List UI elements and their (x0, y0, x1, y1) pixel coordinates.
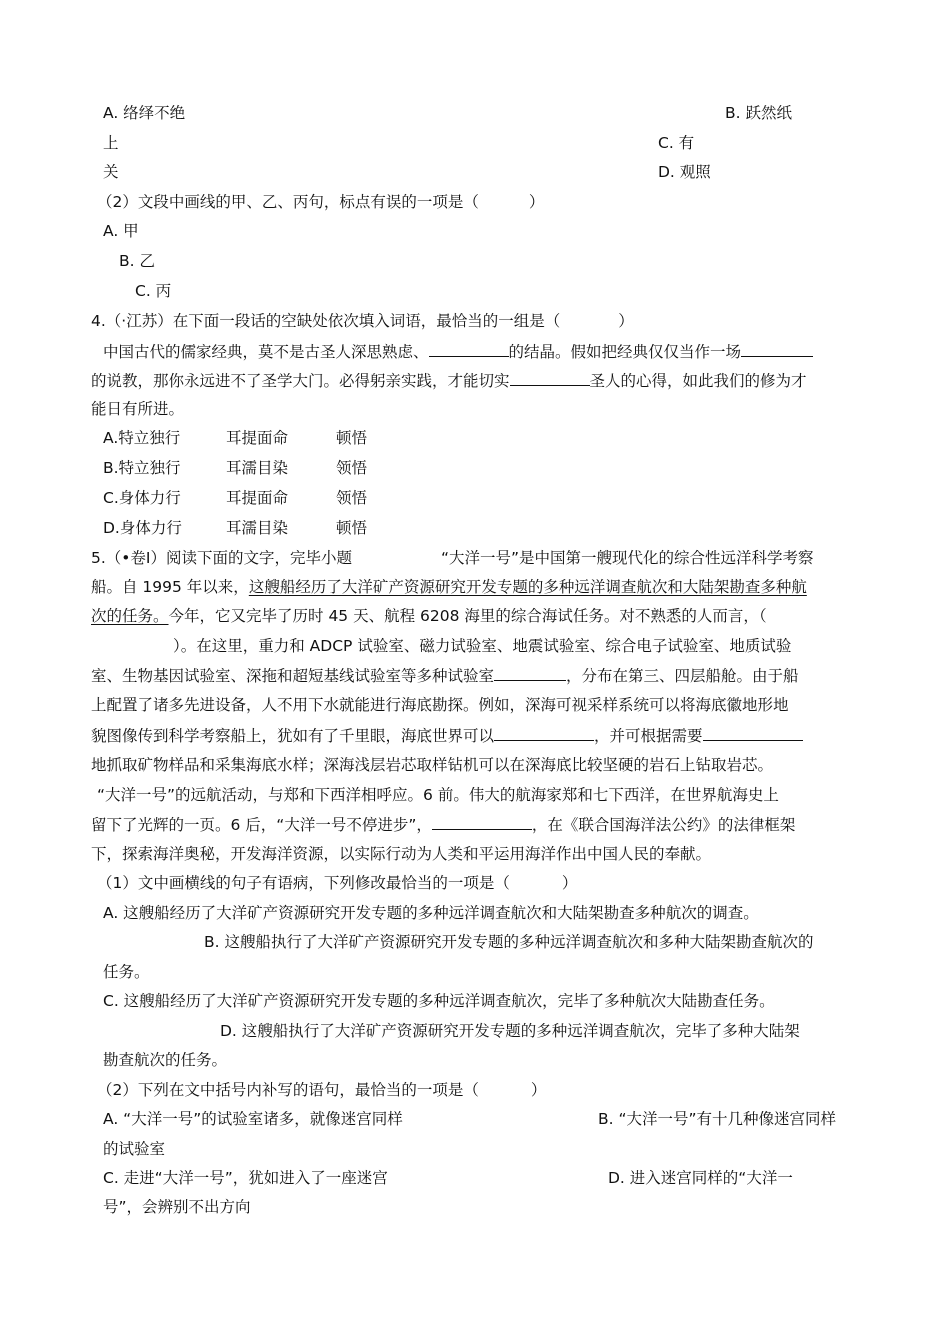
q5-line-9: “大洋一号”的远航活动，与郑和下西洋相呼应。6 前。伟大的航海家郑和七下西洋，在世界航海史上 (97, 786, 779, 804)
q5-1-option-d-continued: 勘查航次的任务。 (103, 1051, 228, 1069)
q3-1-option-b-continued: 上 (103, 134, 119, 152)
q5-2-stem-end: ） (530, 1081, 547, 1099)
q5-2-option-d[interactable]: D. 进入迷宫同样的“大洋一 (608, 1169, 793, 1187)
q3-1-option-a[interactable]: A. 络绎不绝 (103, 104, 186, 122)
q4-option-b[interactable] (103, 458, 367, 478)
q4-option-d-word2: 耳濡目染 (226, 519, 289, 537)
q3-1-option-c[interactable]: C. 有 (658, 134, 695, 152)
q4-option-b-word3: 领悟 (336, 459, 368, 477)
q5-l10-a: 留下了光辉的一页。6 后，“大洋一号不停进步”， (91, 816, 432, 834)
q4-option-a[interactable] (103, 428, 367, 448)
q5-underlined-sentence-1: 这艘船经历了大洋矿产资源研究开发专题的多种远洋调查航次和大陆架勘查多种航 (248, 578, 807, 596)
q4-stem (91, 311, 634, 331)
q5-line-5 (91, 665, 799, 686)
q5-1-option-d[interactable]: D. 这艘船执行了大洋矿产资源研究开发专题的多种远洋调查航次，完毕了多种大陆架 (220, 1022, 800, 1040)
q5-line-8: 地抓取矿物样品和采集海底水样；深海浅层岩芯取样钻机可以在深海底比较坚硬的岩石上钻取岩芯。 (91, 756, 774, 774)
q5-2-option-b[interactable]: B. “大洋一号”有十几种像迷宫同样 (598, 1110, 837, 1128)
q3-2-stem-end: ） (528, 193, 545, 211)
q5-line-1 (91, 548, 814, 568)
q4-p1-a: 中国古代的儒家经典，莫不是古圣人深思熟虑、 (103, 343, 429, 361)
q4-stem-text: 4.（·江苏）在下面一段话的空缺处依次填入词语，最恰当的一组是（ (91, 312, 561, 330)
q4-stem-end: ） (618, 312, 634, 330)
q3-2-option-b[interactable]: B. 乙 (119, 252, 155, 270)
q4-passage-line-2 (91, 370, 807, 391)
q3-2-stem (97, 192, 544, 212)
q4-option-b-word2: 耳濡目染 (226, 459, 289, 477)
q4-p2-a: 的说教，那你永远进不了圣学大门。必得躬亲实践，才能切实 (91, 372, 510, 390)
q3-2-stem-text: （2）文段中画线的甲、乙、丙句，标点有误的一项是（ (97, 193, 479, 211)
q5-l5-b: ，分布在第三、四层船舱。由于船 (566, 667, 799, 685)
q4-option-b-label: B.特立独行 (103, 459, 181, 477)
q4-passage-line-1 (103, 341, 813, 362)
blank-2[interactable] (741, 341, 813, 357)
q4-option-c[interactable] (103, 488, 367, 508)
q5-1-option-a[interactable]: A. 这艘船经历了大洋矿产资源研究开发专题的多种远洋调查航次和大陆架勘查多种航次的调查。 (103, 904, 759, 922)
q4-option-a-label: A.特立独行 (103, 429, 181, 447)
q5-line-11: 下，探索海洋奥秘，开发海洋资源，以实际行动为人类和平运用海洋作出中国人民的奉献。 (91, 845, 712, 863)
q5-line-6: 上配置了诸多先进设备，人不用下水就能进行海底勘探。例如，深海可视采样系统可以将海底徽地形地 (91, 696, 789, 714)
q5-1-stem-text: （1）文中画横线的句子有语病，下列修改最恰当的一项是（ (97, 874, 510, 892)
q4-option-d-label: D.身体力行 (103, 519, 182, 537)
q5-l3-b: 今年，它又完毕了历时 45 天、航程 6208 海里的综合海试任务。对不熟悉的人而言，（ (168, 607, 767, 625)
q5-l2-a: 船。自 1995 年以来， (91, 578, 249, 596)
q4-option-d-word3: 顿悟 (336, 519, 368, 537)
q3-1-option-b[interactable]: B. 跃然纸 (725, 104, 792, 122)
blank-1[interactable] (429, 341, 509, 357)
q3-1-option-c-continued: 关 (103, 163, 119, 181)
q5-line-3 (91, 606, 767, 626)
q5-2-stem-text: （2）下列在文中括号内补写的语句，最恰当的一项是（ (97, 1081, 479, 1099)
q4-option-d[interactable] (103, 518, 367, 538)
q5-l7-a: 貌图像传到科学考察船上，犹如有了千里眼，海底世界可以 (91, 727, 495, 745)
q5-l10-b: ，在《联合国海洋法公约》的法律框架 (531, 816, 796, 834)
blank-3[interactable] (510, 370, 590, 386)
q5-1-option-b-continued: 任务。 (103, 963, 150, 981)
q5-2-option-b-continued: 的试验室 (103, 1140, 166, 1158)
q5-1-option-b[interactable]: B. 这艘船执行了大洋矿产资源研究开发专题的多种远洋调查航次和多种大陆架勘查航次的 (204, 933, 814, 951)
q4-option-c-label: C.身体力行 (103, 489, 181, 507)
q5-underlined-sentence-2: 次的任务。 (91, 607, 169, 625)
q5-line-10 (91, 814, 795, 835)
q5-1-stem-end: ） (561, 874, 578, 892)
q5-l4: ）。在这里，重力和 ADCP 试验室、磁力试验室、地震试验室、综合电子试验室、地质试验 (173, 637, 792, 655)
q5-2-option-d-continued: 号”，会辨别不出方向 (103, 1198, 251, 1216)
q3-2-option-c[interactable]: C. 丙 (135, 282, 172, 300)
q4-p1-b: 的结晶。假如把经典仅仅当作一场 (508, 343, 742, 361)
q5-1-stem (97, 873, 577, 893)
q5-stem: 5.（•卷Ⅰ）阅读下面的文字，完毕小题 (91, 549, 353, 567)
q5-2-option-c[interactable]: C. 走进“大洋一号”，犹如进入了一座迷宫 (103, 1169, 388, 1187)
blank-q5-3[interactable] (703, 725, 803, 741)
blank-q5-1[interactable] (494, 665, 566, 681)
q3-1-option-d[interactable]: D. 观照 (658, 163, 711, 181)
blank-q5-2[interactable] (494, 725, 594, 741)
q4-passage-line-3: 能日有所进。 (91, 400, 185, 418)
q5-line-2 (91, 577, 807, 597)
blank-q5-4[interactable] (432, 814, 532, 830)
q5-passage-start: “大洋一号”是中国第一艘现代化的综合性远洋科学考察 (441, 549, 814, 567)
q4-option-c-word3: 领悟 (336, 489, 368, 507)
q5-1-option-c[interactable]: C. 这艘船经历了大洋矿产资源研究开发专题的多种远洋调查航次，完毕了多种航次大陆勘查任务。 (103, 992, 775, 1010)
q5-line-7 (91, 725, 803, 746)
q3-2-option-a[interactable]: A. 甲 (103, 222, 139, 240)
q5-2-stem (97, 1080, 546, 1100)
q4-option-c-word2: 耳提面命 (226, 489, 289, 507)
q5-l5-a: 室、生物基因试验室、深拖和超短基线试验室等多种试验室 (91, 667, 495, 685)
q5-2-option-a[interactable]: A. “大洋一号”的试验室诸多，就像迷宫同样 (103, 1110, 403, 1128)
q5-line-4 (91, 636, 791, 656)
q5-l7-b: ，并可根据需要 (594, 727, 703, 745)
q4-option-a-word3: 顿悟 (336, 429, 368, 447)
q4-p2-b: 圣人的心得，如此我们的修为才 (589, 372, 807, 390)
q4-option-a-word2: 耳提面命 (226, 429, 289, 447)
